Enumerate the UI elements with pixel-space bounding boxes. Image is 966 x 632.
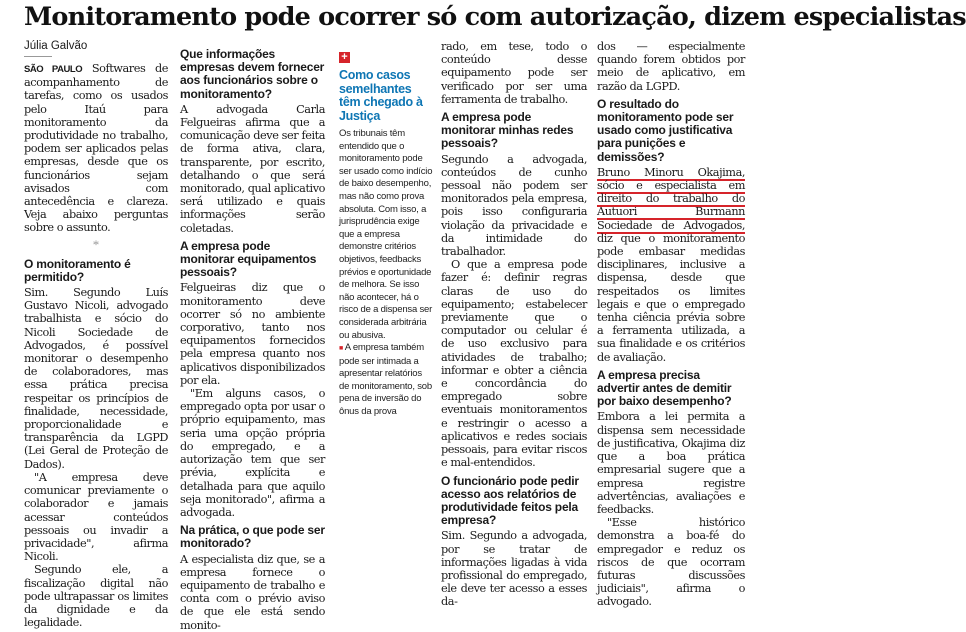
byline: Júlia Galvão	[24, 40, 88, 52]
column-1	[24, 40, 168, 630]
answer-paragraph: Felgueiras diz que o monitoramento deve ocorrer só no ambiente corporativo, tanto nos equipamentos fornecidos pela empresa quanto nos aplicativos disponibilizados por ela.	[180, 281, 325, 387]
column-4	[441, 40, 587, 609]
answer-paragraph: dos — especialmente quando forem obtidos por meio de aplicativo, em razão da LGPD.	[597, 40, 745, 93]
question-heading: A empresa precisa advertir antes de demitir por baixo desempenho?	[597, 367, 732, 409]
question-heading: Na prática, o que pode ser monitorado?	[180, 523, 325, 551]
question-heading: Que informações empresas devem fornecer aos funcionários sobre o monitoramento?	[180, 47, 325, 101]
plus-icon: +	[339, 52, 350, 63]
answer-paragraph: "Esse histórico demonstra a boa-fé do empregador e reduz os riscos de que ocorram futuras discussões judiciais", afirma o advogado.	[597, 516, 745, 609]
answer-paragraph: A advogada Carla Felgueiras afirma que a comunicação deve ser feita de forma ativa, clara, transparente, por escrito, detalhando o que será monitorado, qual aplicativo será utilizado e quais informações serão coletadas.	[180, 102, 325, 235]
question-heading: A empresa pode monitorar equipamentos pessoais?	[180, 238, 317, 280]
answer-paragraph: Embora a lei permita a dispensa sem necessidade de justificativa, Okajima diz que a boa prática empresarial sugere que a empresa registre advertências, avaliações e feedbacks.	[597, 410, 745, 516]
highlighted-text: Bruno Minoru Okajima, sócio e especialista em direito do trabalho do Autuori Burmann Sociedade de Advogados,	[597, 165, 745, 232]
answer-paragraph: "Em alguns casos, o empregado opta por usar o próprio equipamento, mas seria uma opção própria do empregado, e a autorização tem que ser prévia, explícita e detalhada para que aquilo seja monitorado", afirma a advogada.	[180, 387, 325, 519]
sidebar-box	[339, 52, 434, 442]
dateline: SÃO PAULO	[24, 64, 83, 75]
sidebar-paragraph: Os tribunais têm entendido que o monitoramento pode ser usado como indício de baixo desempenho, mas não como prova absoluta. Com isso, a jurisprudência exige que a empresa demonstre critérios objetivos, feedbacks prévios e oportunidade de melhora. Se isso não acontecer, há o risco de a dispensa ser considerada arbitrária ou abusiva.	[339, 128, 433, 341]
question-heading: O resultado do monitoramento pode ser usado como justificativa para punições e demissões?	[597, 96, 734, 164]
question-heading: A empresa pode monitorar minhas redes pessoais?	[441, 110, 574, 151]
star-divider: *	[92, 236, 100, 252]
answer-text: diz que o monitoramento pode embasar medidas disciplinares, inclusive a dispensa, desde que respeitados os limites legais e que o empregado tenha ciência prévia sobre a ferramenta utilizada, a sua finalidade e os critérios de avaliação.	[597, 231, 745, 364]
question-heading: O monitoramento é permitido?	[24, 256, 131, 284]
answer-paragraph	[597, 166, 745, 364]
answer-paragraph: Sim. Segundo a advogada, por se tratar de informações ligadas à vida profissional do empregado, ele deve ter acesso a esses da-	[441, 529, 587, 609]
answer-paragraph: rado, em tese, todo o conteúdo desse equipamento pode ser verificado por ser uma ferramenta de trabalho.	[441, 40, 587, 106]
intro-paragraph	[24, 62, 168, 235]
question-heading: O funcionário pode pedir acesso aos relatórios de produtividade feitos pela empresa?	[441, 473, 579, 528]
answer-paragraph: Segundo ele, a fiscalização digital não pode ultrapassar os limites da dignidade e da legalidade.	[24, 563, 168, 630]
page-title: Monitoramento pode ocorrer só com autorização, dizem especialistas	[24, 2, 966, 32]
answer-paragraph: Segundo a advogada, conteúdos de cunho pessoal não podem ser monitorados pela empresa, pois isso configuraria violação da privacidade e da intimidade do trabalhador.	[441, 152, 587, 259]
column-2	[180, 40, 325, 632]
intro-text: Softwares de acompanhamento de tarefas, como os usados pelo Itaú para monitoramento da produtividade no trabalho, podem ser aplicados pelas empresas, desde que os funcionários sejam avisados com antecedência e clareza. Veja abaixo perguntas sobre o assunto.	[24, 62, 168, 235]
answer-paragraph: Sim. Segundo Luís Gustavo Nicoli, advogado trabalhista e sócio do Nicoli Sociedade de Advogados, é possível monitorar o desempenho de colaboradores, mas essa prática precisa respeitar os princípios de finalidade, necessidade, proporcionalidade e transparência da LGPD (Lei Geral de Proteção de Dados).	[24, 286, 168, 471]
answer-paragraph: A especialista diz que, se a empresa fornece o equipamento de trabalho e conta com o prévio aviso de que ele está sendo monito-	[180, 552, 325, 632]
answer-paragraph: "A empresa deve comunicar previamente o colaborador e jamais acessar conteúdos pessoais ou invadir a privacidade", afirma Nicoli.	[24, 470, 168, 564]
sidebar-title: Como casos semelhantes têm chegado à Justiça	[339, 68, 423, 123]
answer-paragraph: O que a empresa pode fazer é: definir regras claras de uso do equipamento; estabelecer previamente que o computador ou celular é de uso exclusivo para atividades de trabalho; informar e obter a ciência e concordância do empregado sobre eventuais monitoramentos e restringir o acesso a aplicativos e redes sociais pessoais, para evitar riscos e mal-entendidos.	[441, 258, 587, 470]
column-5	[597, 40, 745, 609]
sidebar-paragraph: ■ A empresa também pode ser intimada a apresentar relatórios de monitoramento, sob pena de inversão do ônus da prova	[339, 342, 434, 419]
byline-rule	[24, 56, 52, 57]
